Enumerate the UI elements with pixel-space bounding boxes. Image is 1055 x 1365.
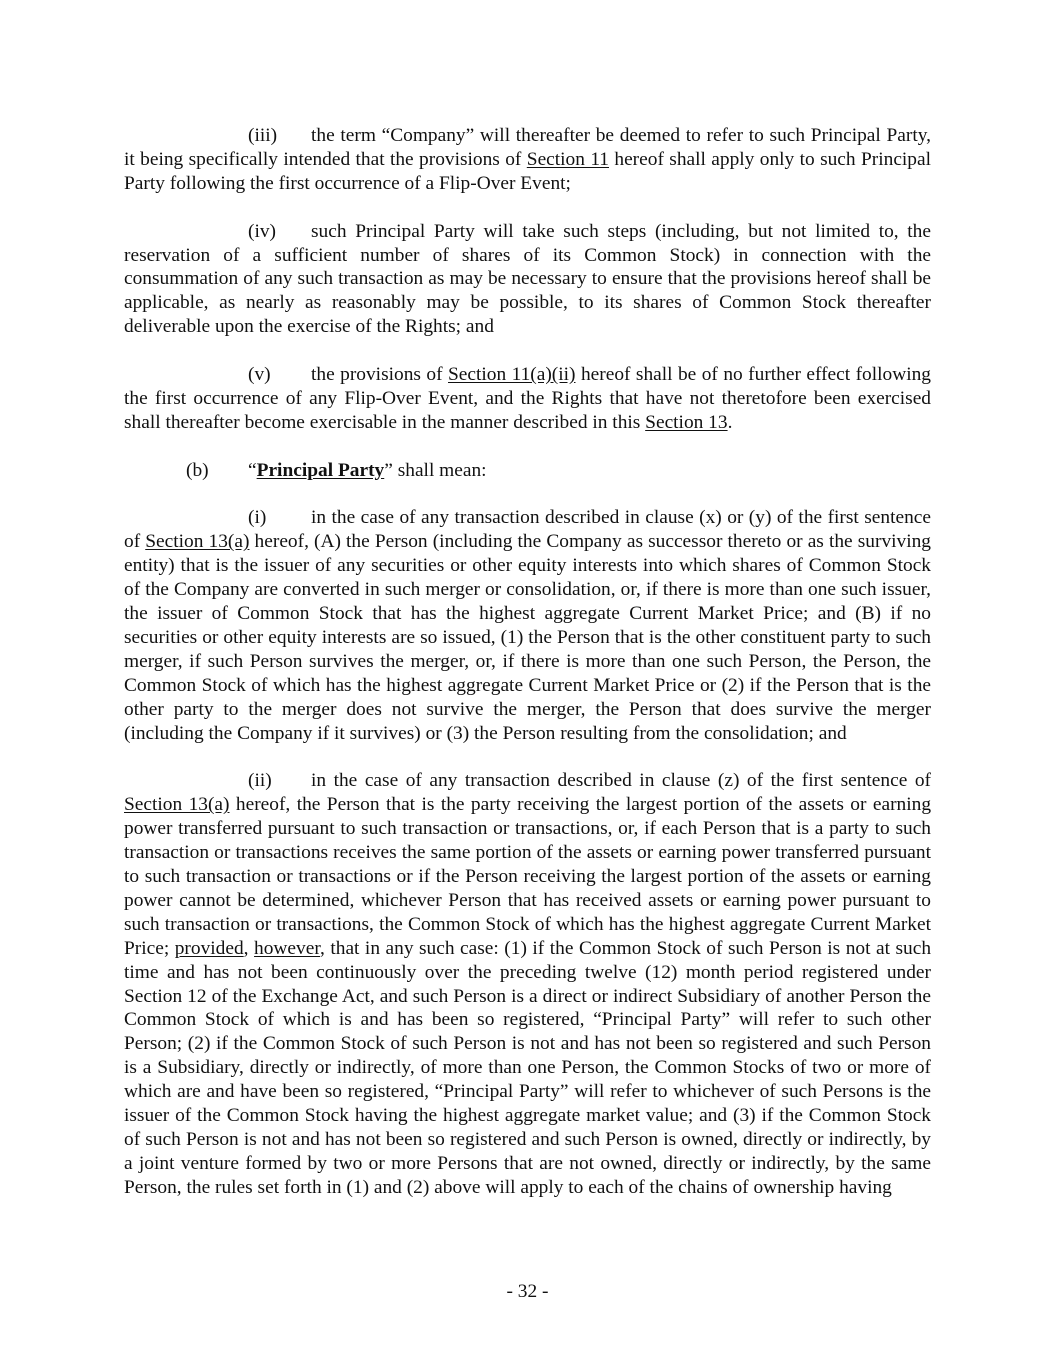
paragraph-number: (iii) — [248, 125, 278, 146]
section-reference: Section 13(a) — [145, 531, 250, 553]
defined-term: Principal Party — [256, 459, 385, 481]
paragraph-iv: (iv) such Principal Party will take such steps (including, but not limited to, the reservation of a sufficient number of shares of its Common Stock) in connection with the consummation of any such transaction as may be necessary to ensure that the provisions hereof shall be applicable, as nearly as reasonably may be possible, to its shares of Common Stock thereafter deliverable upon the exercise of the Rights; and — [124, 220, 931, 338]
paragraph-i: (i) in the case of any transaction described in clause (x) or (y) of the first sentence of Section 13(a) hereof, (A) the Person (including the Company as successor thereto or as the surviving entity) that is the issuer of any securities or other equity interests into which shares of Common Stock of the Company are converted in such merger or consolidation, or, if there is more than one such issuer, the issuer of Common Stock that has the highest aggregate Current Market Price; and (B) if no securities or other equity interests are so issued, (1) the Person that is the other constituent party to such merger, if such Person survives the merger, or, if there is more than one such Person, the Person, the Common Stock of which has the highest aggregate Current Market Price or (2) if the Person that is the other party to the merger does not survive the merger, the Person that does survive the merger (including the Company if it survives) or (3) the Person resulting from the consolidation; and — [124, 507, 931, 744]
paragraph-b-heading: (b) “Principal Party” shall mean: — [186, 459, 487, 481]
paragraph-number: (ii) — [248, 770, 272, 792]
section-reference: Section 13 — [645, 411, 728, 433]
section-reference: Section 11(a)(ii) — [448, 364, 576, 386]
proviso-term: however — [254, 937, 321, 959]
paragraph-number: (b) — [186, 459, 209, 481]
paragraph-number: (i) — [248, 507, 267, 529]
proviso-term: provided — [174, 937, 244, 959]
section-reference: Section 11 — [526, 148, 609, 170]
paragraph-iii: (iii) the term “Company” will thereafter be deemed to refer to such Principal Party, it being specifically intended that the provisions of Section 11 hereof shall apply only to such Principal Party following the first occurrence of a Flip-Over Event; — [124, 125, 931, 194]
paragraph-ii: (ii) in the case of any transaction described in clause (z) of the first sentence of Section 13(a) hereof, the Person that is the party receiving the largest portion of the assets or earning power transferred pursuant to such transaction or transactions, or, if each Person that is a party to such transaction or transactions receives the same portion of the assets or earning power transferred pursuant to such transaction or transactions or if the Person receiving the largest portion of the assets or earning power cannot be determined, whichever Person that has received assets or earning power pursuant to such transaction or transactions, the Common Stock of which has the highest aggregate Current Market Price; provided, however, that in any such case: (1) if the Common Stock of such Person is not at such time and has not been continuously over the preceding twelve (12) month period registered under Section 12 of the Exchange Act, and such Person is a direct or indirect Subsidiary of another Person the Common Stock of which is and has been so registered, “Principal Party” will refer to such other Person; (2) if the Common Stock of such Person is not and has not been so registered and such Person is a Subsidiary, directly or indirectly, of more than one Person, the Common Stocks of two or more of which are and have been so registered, “Principal Party” will refer to whichever of such Persons is the issuer of the Common Stock having the highest aggregate market value; and (3) if the Common Stock of such Person is not and has not been so registered and such Person is owned, directly or indirectly, by a joint venture formed by two or more Persons that are not owned, directly or indirectly, by the same Person, the rules set forth in (1) and (2) above will apply to each of the chains of ownership having — [124, 770, 932, 1198]
section-reference: Section 13(a) — [124, 794, 230, 816]
paragraph-number: (iv) — [248, 220, 276, 242]
paragraph-v: (v) the provisions of Section 11(a)(ii) hereof shall be of no further effect following the first occurrence of any Flip-Over Event, and the Rights that have not theretofore been exercised shall thereafter become exercisable in the manner described in this Section 13. — [124, 364, 931, 433]
page-number: - 32 - — [506, 1281, 549, 1302]
paragraph-number: (v) — [248, 364, 271, 386]
document-page — [124, 124, 931, 1224]
